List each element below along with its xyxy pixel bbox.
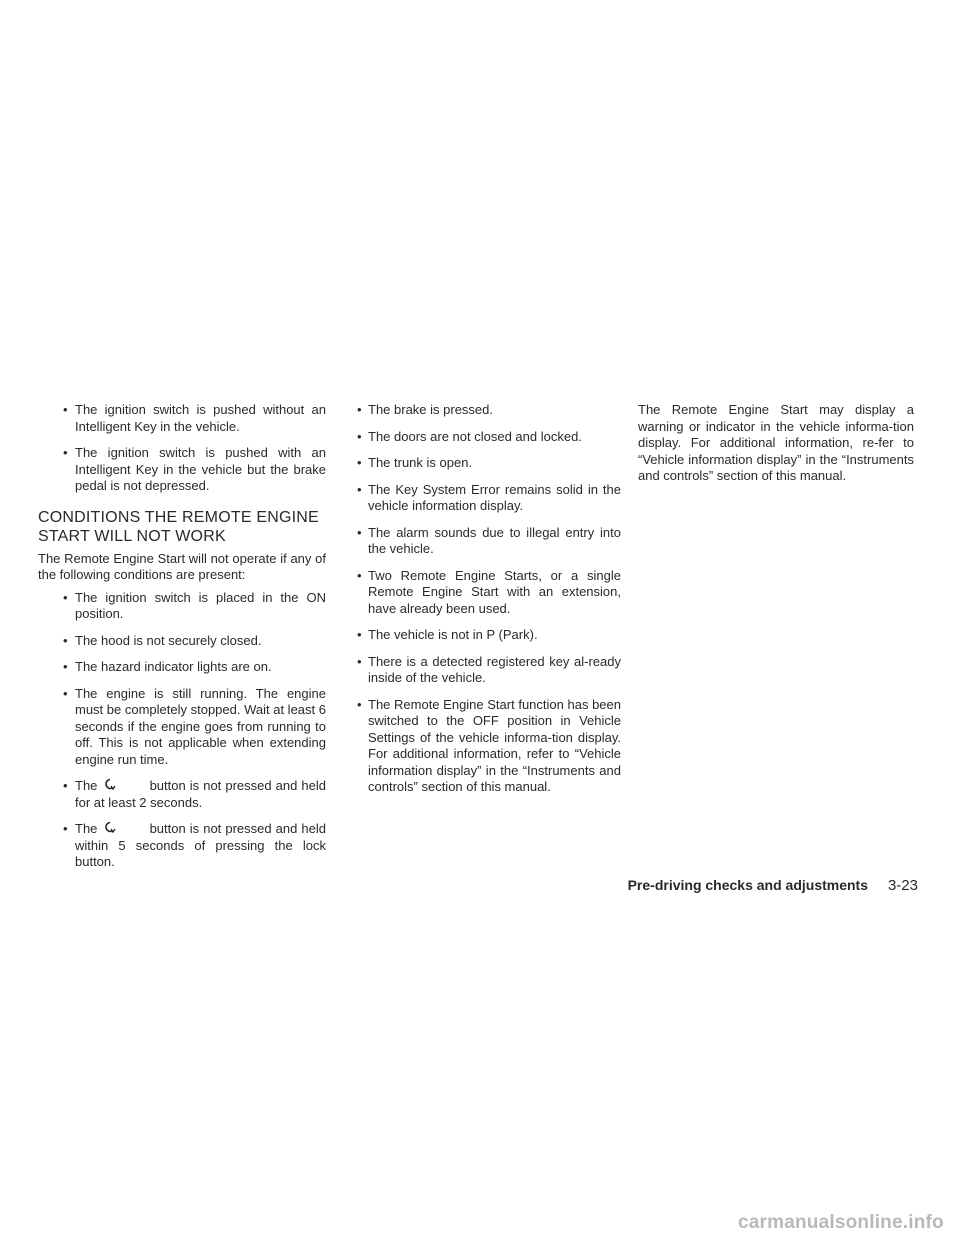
list-item: • The alarm sounds due to illegal entry into the vehicle. (353, 525, 621, 558)
list-item: • The hood is not securely closed. (38, 633, 326, 650)
section-heading (38, 508, 326, 546)
page-number: 3-23 (887, 877, 918, 894)
list-item: • The doors are not closed and locked. (353, 429, 621, 446)
remote-start-icon (101, 778, 119, 792)
list-item: • The Key System Error remains solid in the vehicle information display. (353, 482, 621, 515)
list-item: • The trunk is open. (353, 455, 621, 472)
column-3 (638, 402, 914, 485)
list-item: • There is a detected registered key al-ready inside of the vehicle. (353, 654, 621, 687)
list-item: • The ignition switch is placed in the ON position. (38, 590, 326, 623)
bullet-list-conditions (38, 590, 326, 871)
column-1 (38, 402, 326, 881)
list-item: • The ignition switch is pushed without an Intelligent Key in the vehicle. (38, 402, 326, 435)
bullet-list-conditions-continued (353, 402, 621, 796)
bullet-list-top (38, 402, 326, 495)
item-text-pre: The (75, 821, 98, 836)
list-item (38, 778, 326, 811)
list-item: • The Remote Engine Start function has been switched to the OFF position in Vehicle Settings of the vehicle informa-tion display. For additional information, refer to “Vehicle information display” in the “Instruments and controls” section of this manual. (353, 697, 621, 796)
heading-line: CONDITIONS THE REMOTE ENGINE (38, 508, 319, 526)
item-text-post: button is not pressed and held within 5 seconds of pressing the lock button. (75, 821, 326, 869)
heading-line: START WILL NOT WORK (38, 527, 226, 545)
list-item: • Two Remote Engine Starts, or a single Remote Engine Start with an extension, have already been used. (353, 568, 621, 618)
item-text-pre: The (75, 778, 98, 793)
list-item: • The brake is pressed. (353, 402, 621, 419)
list-item: • The hazard indicator lights are on. (38, 659, 326, 676)
list-item: • The ignition switch is pushed with an Intelligent Key in the vehicle but the brake pedal is not depressed. (38, 445, 326, 495)
watermark: carmanualsonline.info (738, 1212, 944, 1233)
footer-section-title: Pre-driving checks and adjustments (627, 877, 868, 893)
page-footer (581, 877, 918, 897)
list-item (38, 821, 326, 871)
remote-start-icon (101, 821, 119, 835)
body-paragraph: The Remote Engine Start may display a warning or indicator in the vehicle informa-tion display. For additional information, re-fer to “Vehicle information display” in the “Instruments and controls” section of this manual. (638, 402, 914, 483)
intro-paragraph: The Remote Engine Start will not operate if any of the following conditions are present: (38, 550, 326, 582)
item-text-post: button is not pressed and held for at least 2 seconds. (75, 778, 326, 810)
list-item: • The vehicle is not in P (Park). (353, 627, 621, 644)
column-2 (353, 402, 621, 806)
list-item: • The engine is still running. The engine must be completely stopped. Wait at least 6 seconds if the engine goes from running to off. This is not applicable when extending engine run time. (38, 686, 326, 769)
